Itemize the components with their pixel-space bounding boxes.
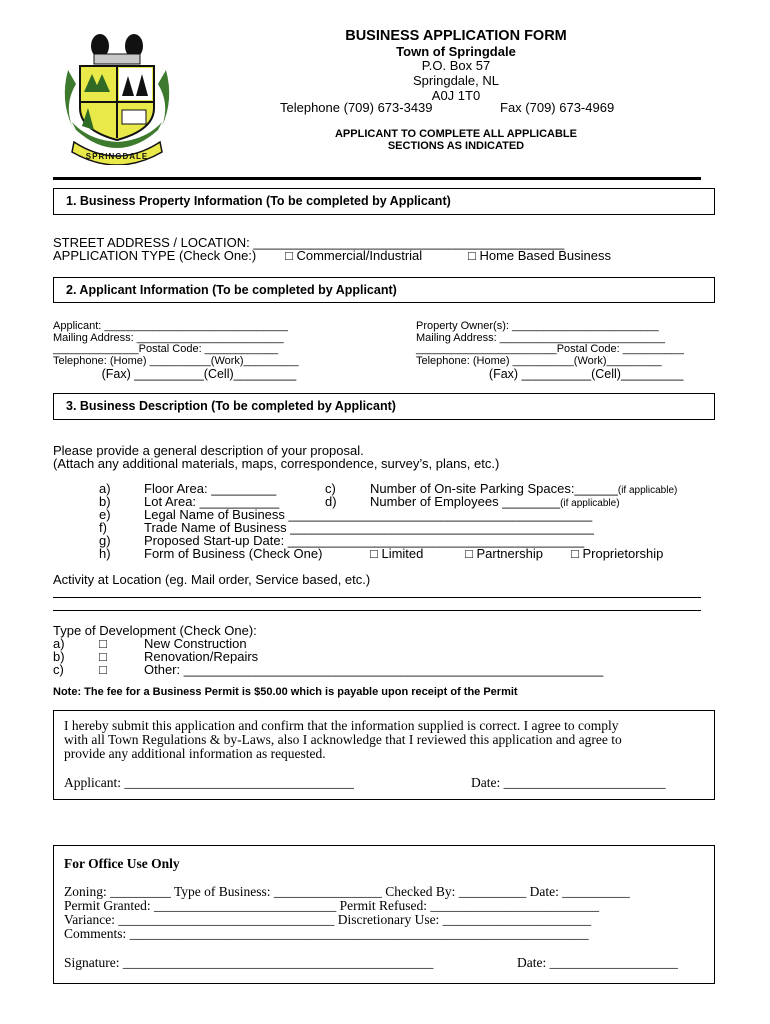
checkbox-home-based-business[interactable]: □ Home Based Business: [468, 248, 611, 263]
dev-b-letter: b): [53, 649, 65, 664]
header-divider: [53, 177, 701, 180]
instructions-line2: SECTIONS AS INDICATED: [387, 140, 525, 152]
section3-title: 3. Business Description (To be completed by Applicant): [66, 399, 396, 413]
office-zoning-line[interactable]: Zoning: _________ Type of Business: ________________ Checked By: __________ Date: __________: [64, 884, 630, 899]
item-h-letter: h): [99, 546, 111, 561]
description-attach-note: (Attach any additional materials, maps, correspondence, survey’s, plans, etc.): [53, 456, 500, 471]
form-of-business-label: Form of Business (Check One): [144, 546, 323, 561]
activity-line-2[interactable]: [53, 610, 701, 611]
section1-title: 1. Business Property Information (To be completed by Applicant): [66, 194, 451, 208]
description-intro: Please provide a general description of your proposal.: [53, 443, 364, 458]
employees-note: (if applicable): [560, 498, 620, 509]
item-a-letter: a): [99, 481, 111, 496]
svg-text:SPRINGDALE: SPRINGDALE: [85, 152, 149, 161]
postal-code-field[interactable]: ______________Postal Code: ____________: [53, 343, 279, 355]
activity-line-1[interactable]: [53, 597, 701, 598]
declaration-date-field[interactable]: Date: ________________________: [471, 775, 666, 790]
legal-name-field[interactable]: Legal Name of Business __________________________________________: [144, 507, 593, 522]
form-title: BUSINESS APPLICATION FORM: [345, 28, 567, 44]
new-construction-label: New Construction: [144, 636, 247, 651]
startup-date-field[interactable]: Proposed Start-up Date: _________________________________________: [144, 533, 585, 548]
item-e-letter: e): [99, 507, 111, 522]
item-f-letter: f): [99, 520, 107, 535]
activity-label: Activity at Location (eg. Mail order, Service based, etc.): [53, 572, 371, 587]
checkbox-partnership[interactable]: □ Partnership: [465, 546, 543, 561]
owner-postal-code-field[interactable]: _______________________Postal Code: __________: [416, 343, 684, 355]
employees-label: Number of Employees ________: [370, 494, 561, 509]
item-d-letter: d): [325, 494, 337, 509]
header-fax: Fax (709) 673-4969: [500, 100, 615, 115]
office-use-title: For Office Use Only: [64, 856, 180, 871]
item-b-letter: b): [99, 494, 111, 509]
item-g-letter: g): [99, 533, 111, 548]
office-permit-line[interactable]: Permit Granted: ___________________________ Permit Refused: _________________________: [64, 898, 600, 913]
section2-title: 2. Applicant Information (To be completed by Applicant): [66, 283, 397, 297]
floor-area-field[interactable]: Floor Area: _________: [144, 481, 277, 496]
owner-telephone-field[interactable]: Telephone: (Home) __________(Work)_________: [416, 355, 662, 367]
street-address-field[interactable]: STREET ADDRESS / LOCATION: ___________________________________________: [53, 235, 565, 250]
section3-header-box: [53, 393, 715, 420]
renovation-label: Renovation/Repairs: [144, 649, 259, 664]
declaration-line2: with all Town Regulations & by-Laws, also I acknowledge that I reviewed this application and agree to: [64, 732, 622, 747]
fax-cell-field[interactable]: (Fax) __________(Cell)_________: [53, 367, 297, 381]
section1-header-box: [53, 188, 715, 215]
declaration-box: [53, 710, 715, 800]
owner-mailing-address-field[interactable]: Mailing Address: ___________________________: [416, 332, 665, 344]
parking-spaces-label: Number of On-site Parking Spaces:______: [370, 481, 618, 496]
other-field[interactable]: Other: __________________________________________________________: [144, 662, 604, 677]
office-date-field[interactable]: Date: ___________________: [517, 955, 678, 970]
section2-header-box: [53, 277, 715, 303]
town-name: Town of Springdale: [396, 44, 516, 59]
instructions-line1: APPLICANT TO COMPLETE ALL APPLICABLE: [334, 128, 577, 140]
checkbox-proprietorship[interactable]: □ Proprietorship: [571, 546, 664, 561]
declaration-line1: I hereby submit this application and confirm that the information supplied is correct. I agree to comply: [64, 718, 619, 733]
declaration-line3: provide any additional information as requested.: [64, 746, 326, 761]
telephone-field[interactable]: Telephone: (Home) __________(Work)_________: [53, 355, 299, 367]
mailing-address-field[interactable]: Mailing Address: ________________________: [53, 332, 284, 344]
dev-a-letter: a): [53, 636, 65, 651]
dev-c-letter: c): [53, 662, 64, 677]
office-comments-line[interactable]: Comments: ____________________________________________________________________: [64, 926, 589, 941]
lot-area-field[interactable]: Lot Area: ___________: [144, 494, 280, 509]
address-po-box: P.O. Box 57: [421, 58, 491, 73]
checkbox-limited[interactable]: □ Limited: [370, 546, 424, 561]
checkbox-other[interactable]: □: [99, 662, 107, 677]
applicant-signature-field[interactable]: Applicant: __________________________________: [64, 775, 354, 790]
office-use-box: [53, 845, 715, 984]
checkbox-new-construction[interactable]: □: [99, 636, 107, 651]
checkbox-renovation[interactable]: □: [99, 649, 107, 664]
trade-name-field[interactable]: Trade Name of Business __________________________________________: [144, 520, 594, 535]
property-owner-field[interactable]: Property Owner(s): ________________________: [416, 320, 659, 332]
checkbox-commercial-industrial[interactable]: □ Commercial/Industrial: [285, 248, 423, 263]
town-seal-logo: [58, 30, 176, 165]
address-city: Springdale, NL: [413, 73, 499, 88]
owner-fax-cell-field[interactable]: (Fax) __________(Cell)_________: [416, 367, 684, 381]
header-telephone: Telephone (709) 673-3439: [280, 100, 433, 115]
parking-spaces-note: (if applicable): [617, 485, 678, 496]
fee-note: Note: The fee for a Business Permit is $50.00 which is payable upon receipt of the Permit: [53, 686, 518, 698]
item-c-letter: c): [325, 481, 336, 496]
development-type-label: Type of Development (Check One):: [53, 623, 257, 638]
office-variance-line[interactable]: Variance: ________________________________ Discretionary Use: ______________________: [64, 912, 592, 927]
applicant-field[interactable]: Applicant: ______________________________: [53, 320, 288, 332]
address-postal: A0J 1T0: [431, 88, 481, 103]
application-type-label: APPLICATION TYPE (Check One:): [53, 248, 257, 263]
office-signature-field[interactable]: Signature: ______________________________________________: [64, 955, 434, 970]
